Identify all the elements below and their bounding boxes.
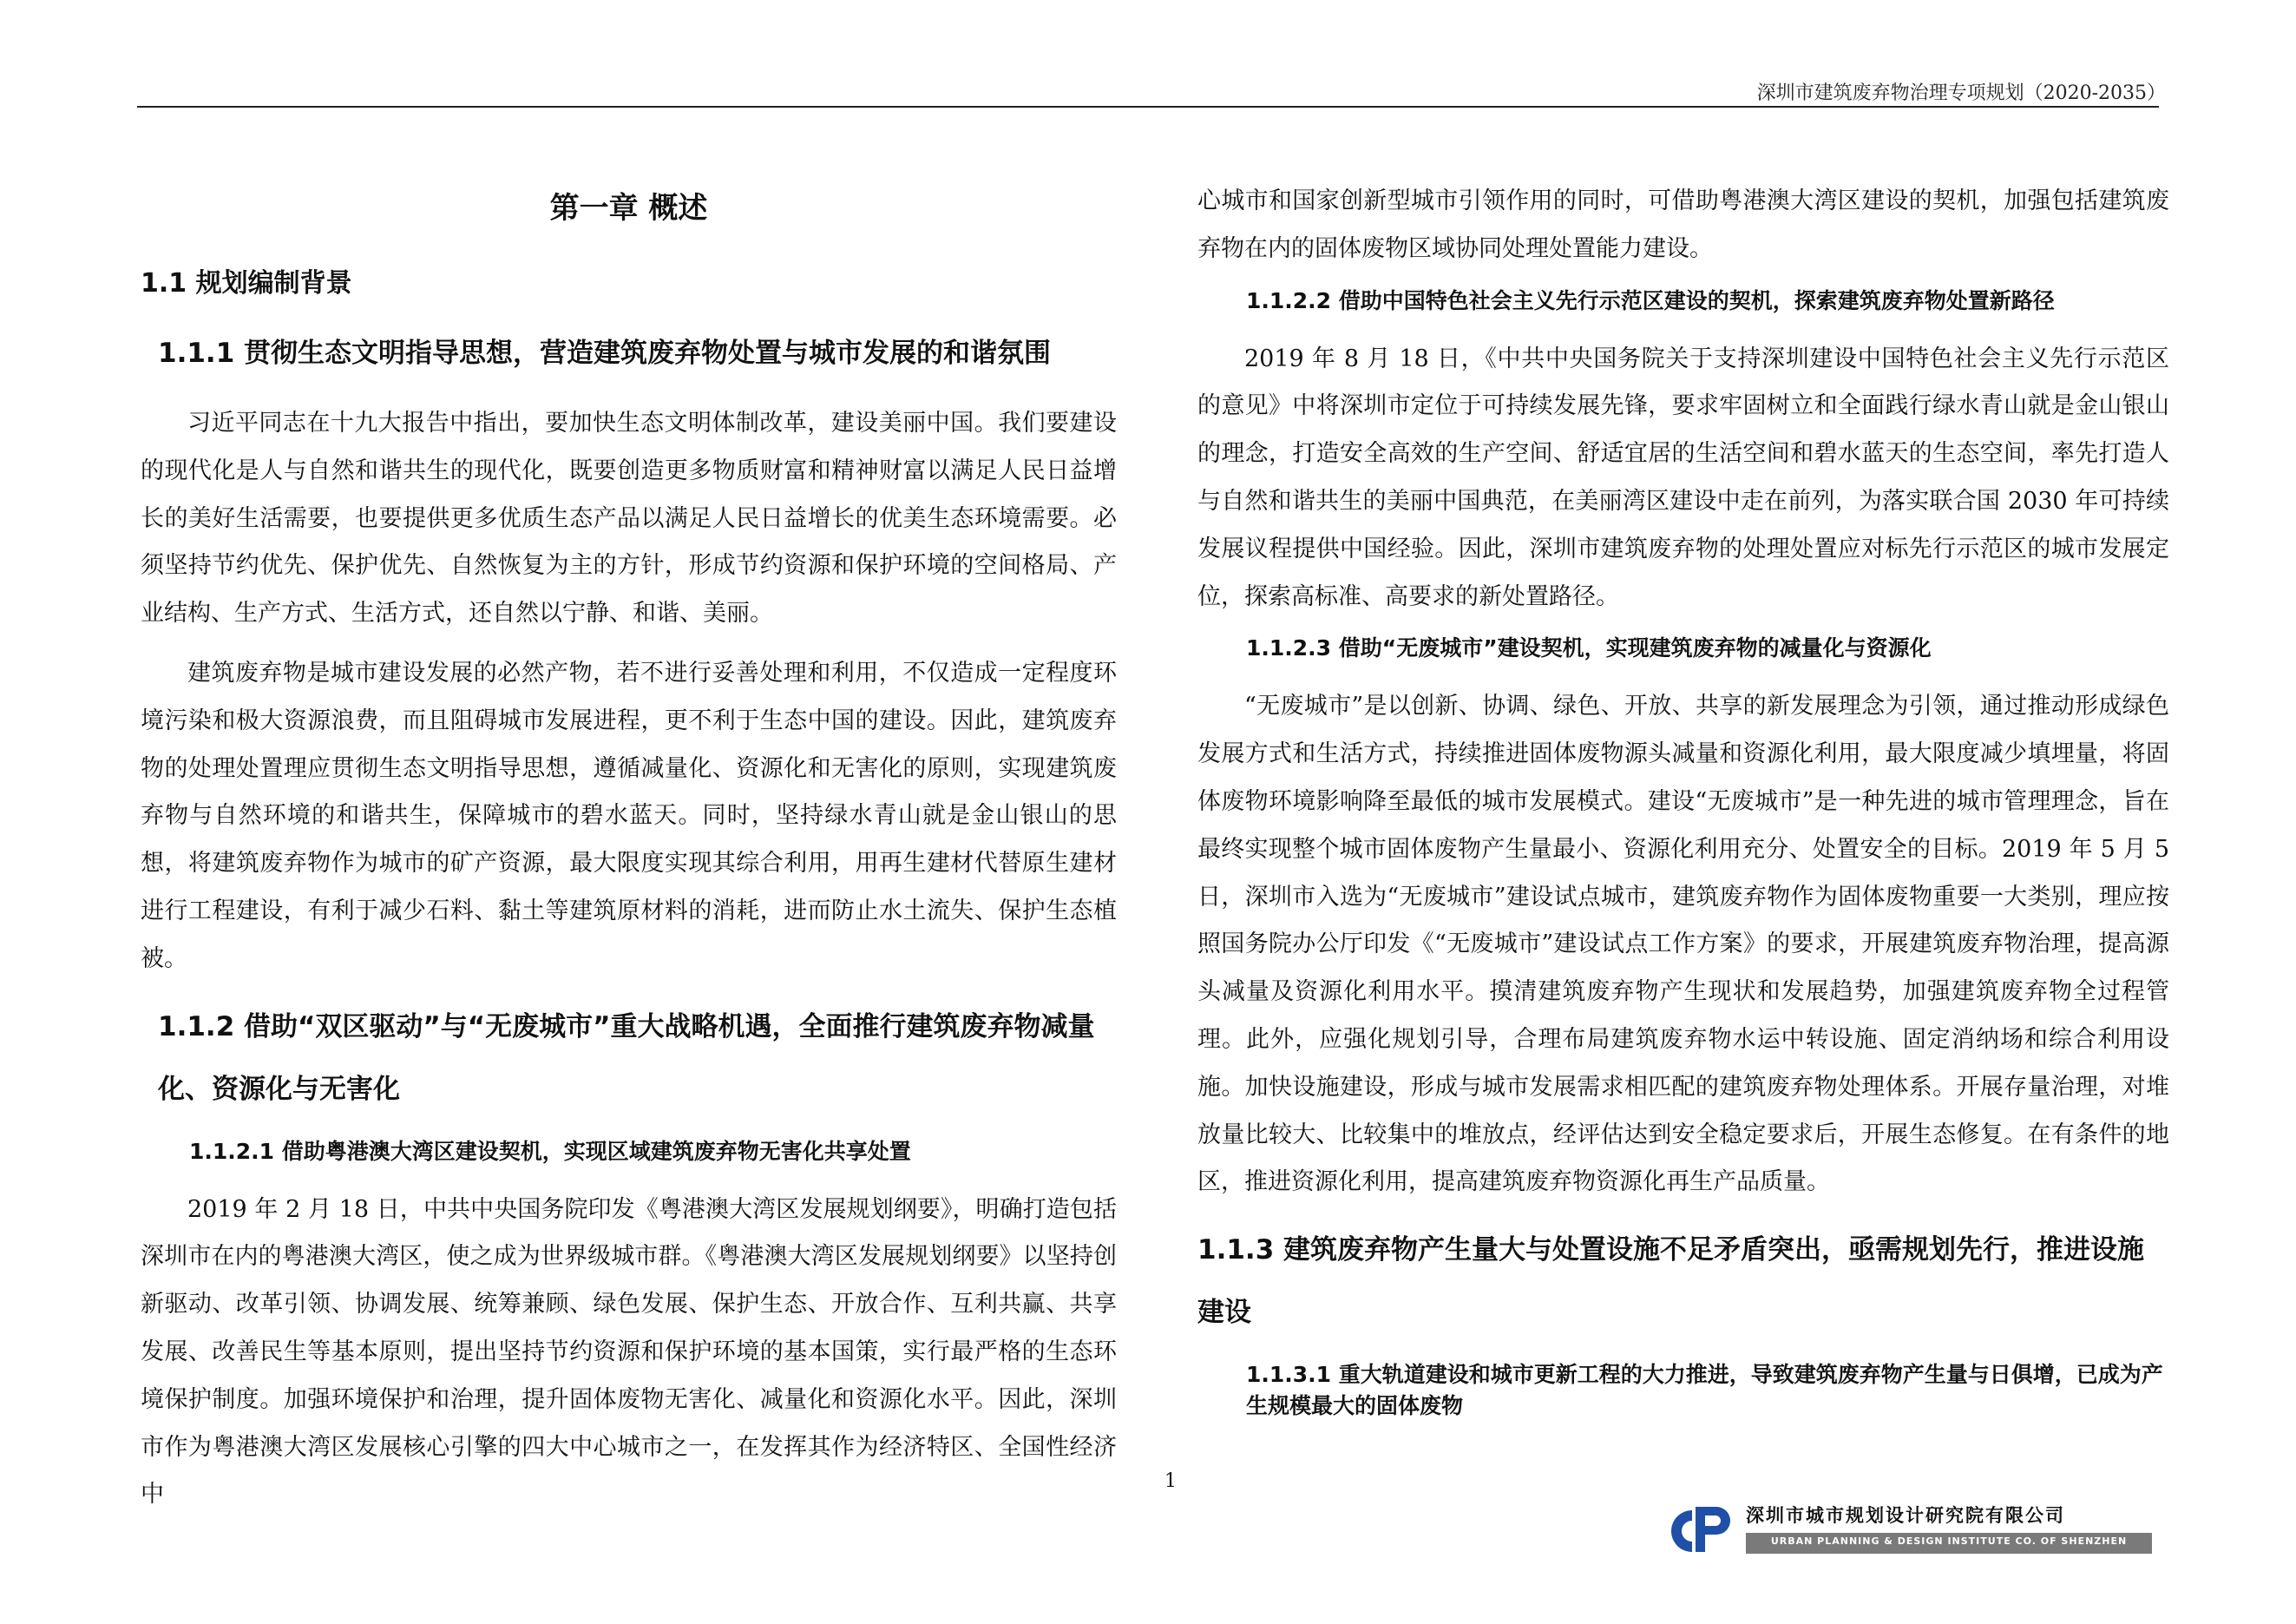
chapter-title: 第一章 概述 (549, 191, 708, 226)
paragraph: “无废城市”是以创新、协调、绿色、开放、共享的新发展理念为引领，通过推动形成绿色发展方式和生活方式，持续推进固体废物源头减量和资源化利用，最大限度减少填埋量，将固体废物环境影响降至最低的城市发展模式。建设“无废城市”是一种先进的城市管理理念，旨在最终实现整个城市固体废物产生量最小、资源化利用充分、处置安全的目标。2019 年 5 月 5日，深圳市入选为“无废城市”建设试点城市，建筑废弃物作为固体废物重要一大类别，理应按照国务院办公厅印发《“无废城市”建设试点工作方案》的要求，开展建筑废弃物治理，提高源头减量及资源化利用水平。摸清建筑废弃物产生现状和发展趋势，加强建筑废弃物全过程管理。此外，应强化规划引导，合理布局建筑废弃物水运中转设施、固定消纳场和综合利用设施。加快设施建设，形成与城市发展需求相匹配的建筑废弃物处理体系。开展存量治理，对堆放量比较大、比较集中的堆放点，经评估达到安全稳定要求后，开展生态修复。在有条件的地区，推进资源化利用，提高建筑废弃物资源化再生产品质量。 (1197, 693, 2169, 1196)
paragraph: 2019 年 8 月 18 日，《中共中央国务院关于支持深圳建设中国特色社会主义先行示范区的意见》中将深圳市定位于可持续发展先锋，要求牢固树立和全面践行绿水青山就是金山银山的理念，打造安全高效的生产空间、舒适宜居的生活空间和碧水蓝天的生态空间，率先打造人与自然和谐共生的美丽中国典范，在美丽湾区建设中走在前列，为落实联合国 2030 年可持续发展议程提供中国经验。因此，深圳市建筑废弃物的处理处置应对标先行示范区的城市发展定位，探索高标准、高要求的新处置路径。 (1197, 345, 2169, 610)
section-1-1-2-heading: 1.1.2 借助“双区驱动”与“无废城市”重大战略机遇，全面推行建筑废弃物减量化、资源化与无害化 (158, 1010, 1095, 1105)
section-1-1-2-3-heading: 1.1.2.3 借助“无废城市”建设契机，实现建筑废弃物的减量化与资源化 (1246, 635, 1932, 661)
section-1-1-3-1-heading: 1.1.3.1 重大轨道建设和城市更新工程的大力推进，导致建筑废弃物产生量与日俱增，已成为产生规模最大的固体废物 (1246, 1362, 2163, 1419)
running-header: 深圳市建筑废弃物治理专项规划（2020-2035） (1756, 82, 2166, 104)
section-1-1-1-heading: 1.1.1 贯彻生态文明指导思想，营造建筑废弃物处置与城市发展的和谐氛围 (158, 338, 1052, 369)
left-column (141, 174, 1117, 1531)
institute-logo (1666, 1502, 2161, 1562)
paragraph: 建筑废弃物是城市建设发展的必然产物，若不进行妥善处理和利用，不仅造成一定程度环境污染和极大资源浪费，而且阻碍城市发展进程，更不利于生态中国的建设。因此，建筑废弃物的处理处置理应贯彻生态文明指导思想，遵循减量化、资源化和无害化的原则，实现建筑废弃物与自然环境的和谐共生，保障城市的碧水蓝天。同时，坚持绿水青山就是金山银山的思想，将建筑废弃物作为城市的矿产资源，最大限度实现其综合利用，用再生建材代替原生建材进行工程建设，有利于减少石料、黏土等建筑原材料的消耗，进而防止水土流失、保护生态植被。 (141, 659, 1117, 972)
section-1-1-3-heading: 1.1.3 建筑废弃物产生量大与处置设施不足矛盾突出，亟需规划先行，推进设施建设 (1197, 1234, 2145, 1329)
section-1-1-2-2-heading: 1.1.2.2 借助中国特色社会主义先行示范区建设的契机，探索建筑废弃物处置新路径 (1246, 287, 2055, 313)
paragraph: 2019 年 2 月 18 日，中共中央国务院印发《粤港澳大湾区发展规划纲要》，明确打造包括深圳市在内的粤港澳大湾区，使之成为世界级城市群。《粤港澳大湾区发展规划纲要》以坚持创新驱动、改革引领、协调发展、统筹兼顾、绿色发展、保护生态、开放合作、互利共赢、共享发展、改善民生等基本原则，提出坚持节约资源和保护环境的基本国策，实行最严格的生态环境保护制度。加强环境保护和治理，提升固体废物无害化、减量化和资源化水平。因此，深圳市作为粤港澳大湾区发展核心引擎的四大中心城市之一，在发挥其作为经济特区、全国性经济中 (141, 1195, 1117, 1509)
institute-name-cn: 深圳市城市规划设计研究院有限公司 (1746, 1505, 2065, 1526)
section-1-1-2-1-heading: 1.1.2.1 借助粤港澳大湾区建设契机，实现区域建筑废弃物无害化共享处置 (189, 1138, 911, 1164)
paragraph: 习近平同志在十九大报告中指出，要加快生态文明体制改革，建设美丽中国。我们要建设的现代化是人与自然和谐共生的现代化，既要创造更多物质财富和精神财富以满足人民日益增长的美好生活需要，也要提供更多优质生态产品以满足人民日益增长的优美生态环境需要。必须坚持节约优先、保护优先、自然恢复为主的方针，形成节约资源和保护环境的空间格局、产业结构、生产方式、生活方式，还自然以宁静、和谐、美丽。 (141, 410, 1117, 628)
institute-logo-icon (1666, 1503, 1734, 1555)
section-1-1-heading: 1.1 规划编制背景 (141, 268, 352, 299)
institute-name-en: URBAN PLANNING & DESIGN INSTITUTE CO. OF SHENZHEN (1770, 1535, 2128, 1547)
right-column (1197, 178, 2169, 1441)
header-rule (137, 106, 2159, 108)
page-number: 1 (1164, 1470, 1177, 1492)
paragraph-continued: 心城市和国家创新型城市引领作用的同时，可借助粤港澳大湾区建设的契机，加强包括建筑废弃物在内的固体废物区域协同处理处置能力建设。 (1197, 187, 2169, 262)
